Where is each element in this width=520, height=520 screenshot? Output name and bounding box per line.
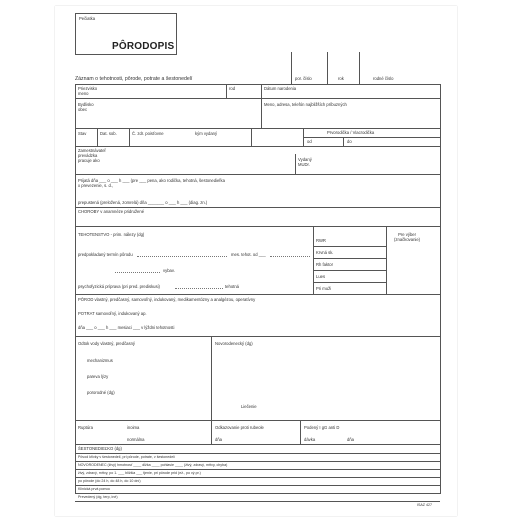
pregnancy-pregnant: tehotná [225, 284, 239, 289]
field-relatives: Meno, adresa, telefón najbližších príbuzných [264, 102, 347, 107]
side-blood-group: Krvná sk. [316, 250, 334, 255]
rupture-label: Ruptúra [78, 425, 93, 430]
first-aid-line: Klinická prvá pomoc [78, 487, 111, 491]
treatment-label: Liečenie [241, 404, 257, 409]
field-doctor: Vydaný MUDr. [298, 157, 312, 167]
pregnancy-prep: psychofyzická príprava (pri pred. prediskusi) [78, 284, 160, 289]
field-issuer: kým vydaný [195, 131, 218, 136]
rubella-date: dňa [215, 437, 222, 442]
reg-col-number: por. číslo [295, 76, 312, 81]
field-parity: Prvorodička / Viacrodička [327, 130, 375, 135]
form-code: ISAZ 427 [417, 503, 432, 507]
newborn-line: NOVORODENEC (živý) hmotnosť ____ dĺžka ____ pohlavie ____ (živý, zdravý, mŕtvy, chyba) [78, 463, 228, 467]
side-rwr: RWR [316, 238, 326, 243]
field-residence: Bydlisko obec [78, 102, 94, 112]
stamp-label: Pečiatka [79, 16, 96, 21]
form-subtitle: Záznam o tehotnosti, pôrode, potrate a šestonedelí [75, 76, 193, 82]
pregnancy-months: mes. tehot. od ___ [231, 252, 266, 257]
pregnancy-due: predpokladaný termín pôrodu [78, 252, 133, 257]
reg-col-birthnumber: rodné číslo [373, 76, 394, 81]
field-from: od [307, 139, 312, 144]
field-surname: Priezvisko meno [78, 86, 98, 96]
rupture-ipsa: inoima [127, 425, 140, 430]
pregnancy-equip: vybav. [163, 268, 175, 273]
pregnancy-label: TEHOTENSTVO - prim. nálezy (dg) [78, 232, 145, 237]
puerperium-line1: Pôvod křivky v šestonedelí, pri pôrode, potrate, v šestonedelí [78, 455, 176, 459]
field-insurance: Č. zdr. poisťovne [132, 131, 164, 136]
field-admission: Prijatá dňa ___ o ___ h ___ (pre ___ pena, ako rodička, tehotná, šestonedieľka x prevezenie, s. d., [78, 178, 225, 188]
field-rod: rod [229, 86, 236, 91]
field-to: do [347, 139, 352, 144]
antid-label: Podený I gG anti D [304, 425, 340, 430]
birth-date-line: dňa ___ o ___ h ___ mesiaci ___ v lýždni tehotnosti [78, 325, 175, 330]
side-lues: Lues [316, 274, 326, 279]
birth-label: PÔROD vlastný, predčasný, samovoľný, indukovaný, medikamentózny a analgézou, operatívny [78, 297, 256, 302]
newborn-line3: živý, zdravý, mŕtvy, po 1. ___ bližšia ___ tjenie, pri pôrode prid (ež., po vý.pr.) [78, 471, 201, 475]
side-husband: Pri muži [316, 286, 332, 291]
form-title: PÔRODOPIS [112, 41, 175, 52]
field-diseases: CHOROBY v anamnéze pridružené [78, 209, 145, 214]
side-rh: Rh faktor [316, 262, 333, 267]
field-marriage-date: Dat. sob. [100, 131, 117, 136]
placenta-label: pareva lýzy [87, 374, 109, 379]
side-selection: Pre výber (značkovanie) [394, 232, 421, 242]
field-discharge: prepustená (preložená, zomrelá) dňa _______ o ___ h ___ (diag. zn.) [78, 200, 208, 205]
mechanism-label: mechanizmus [87, 358, 113, 363]
waters-label: Odtok vody vlastný, predčasný [78, 341, 136, 346]
field-status: Stav [78, 131, 87, 136]
reg-col-year: rok [338, 76, 344, 81]
newborn-line4: po pôrode (do 24 h, do 48 h, do 10 dní) [78, 479, 141, 483]
antid-date: dňa [347, 437, 354, 442]
puerperium-label: ŠESTONEDIEĽKO (dg) [78, 446, 122, 451]
newborn-diag-label: Novorodenecký (dg) [215, 341, 253, 346]
field-birthdate: Dátum narodenia [264, 86, 297, 91]
field-employer: Zamestnávateľ prevádzka pracuje ako [78, 148, 106, 163]
transfer-line: Prevedený (dg, terp, iné) [78, 495, 118, 499]
birth-record-form [55, 6, 457, 516]
abortion-label: POTRAT samovoľný, indukovaný ap. [78, 311, 147, 316]
antid-dose: dávka [304, 437, 316, 442]
birth-diag-label: pororodné (dg) [87, 390, 115, 395]
rubella-label: Odkazovanie proti rubeole [215, 425, 264, 430]
rupture-normal: normálna [127, 437, 145, 442]
